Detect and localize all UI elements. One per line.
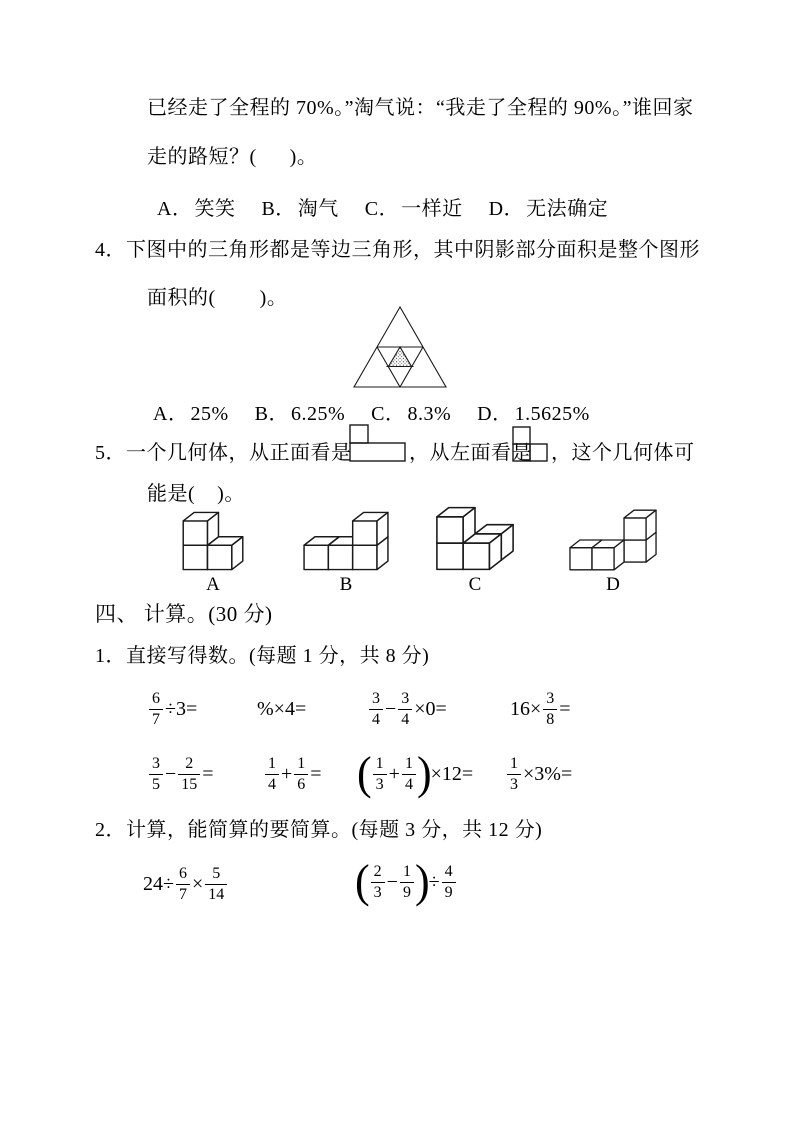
expr-6-7-div-3: $\frac{6}{7}$ ÷3= — [147, 685, 197, 733]
front-view-figure — [349, 424, 407, 464]
expr-24-div-6-7-times-5-14: 24÷ $\frac{6}{7}$ × $\frac{5}{14}$ — [143, 855, 229, 913]
q4-option-d: D． 1.5625% — [477, 403, 590, 425]
cube-option-a — [158, 510, 268, 596]
cube-label-a: A — [206, 574, 220, 595]
q5-line1-part2: ，从左面看是 — [409, 442, 532, 464]
expr-paren-2-3-minus-1-9-div-4-9: ( $\frac{2}{3}$ − $\frac{1}{9}$ ) ÷ $\frac{4}{9}$ — [356, 850, 458, 914]
triangle-figure — [348, 303, 452, 395]
cube-figure-a — [162, 510, 264, 572]
q5-line1-part1: 5．一个几何体，从正面看是 — [95, 442, 352, 464]
q4-number: 4． — [95, 239, 126, 261]
q5-line1-part3: ，这个几何体可 — [551, 442, 695, 464]
cube-label-d: D — [606, 574, 620, 595]
q4-option-a: A． 25% — [153, 403, 229, 425]
q3-option-b: B． 淘气 — [261, 198, 339, 220]
q3-option-d: D． 无法确定 — [488, 198, 609, 220]
cube-label-c: C — [468, 574, 482, 595]
q5-line2: 能是( )。 — [147, 483, 245, 505]
cube-figure-d — [560, 508, 666, 572]
shaded-triangle — [389, 347, 412, 367]
cube-figure-c — [428, 505, 522, 572]
q5-number: 5． — [95, 442, 126, 464]
section4-heading: 四、 计算。(30 分) — [95, 602, 273, 626]
expr-paren-1-3-plus-1-4-times-12: ( $\frac{1}{3}$ + $\frac{1}{4}$ ) ×12= — [357, 747, 474, 800]
expr-1-3-times-3pct: $\frac{1}{3}$ ×3%= — [505, 750, 572, 798]
expr-1-4-plus-1-6: $\frac{1}{4}$ + $\frac{1}{6}$ = — [263, 750, 322, 798]
cube-option-d — [556, 508, 670, 596]
q3-options — [157, 192, 634, 221]
cube-label-b: B — [339, 574, 353, 595]
expr-3-4-minus-3-4-times-0: $\frac{3}{4}$ − $\frac{3}{4}$ ×0= — [367, 685, 447, 733]
q4-line1: 4．下图中的三角形都是等边三角形，其中阴影部分面积是整个图形 — [95, 239, 700, 261]
expr-3-5-minus-2-15: $\frac{3}{5}$ − $\frac{2}{15}$ = — [147, 750, 214, 798]
part2-title: 2．计算，能简算的要简算。(每题 3 分，共 12 分) — [95, 819, 543, 841]
cube-figure-b — [294, 510, 398, 572]
q3-line2: 走的路短？( )。 — [147, 146, 318, 168]
q4-options — [153, 397, 616, 426]
q4-option-c: C． 8.3% — [371, 403, 452, 425]
left-view-figure — [512, 426, 550, 464]
q3-line1: 已经走了全程的 70%。”淘气说：“我走了全程的 90%。”谁回家 — [147, 97, 694, 119]
q4-option-b: B． 6.25% — [254, 403, 346, 425]
q3-option-a: A． 笑笑 — [157, 198, 236, 220]
expr-16-times-3-8: 16× $\frac{3}{8}$ = — [510, 689, 571, 728]
expr-pct-times-4: %×4= — [257, 697, 307, 720]
q4-line2: 面积的( )。 — [147, 287, 288, 309]
cube-option-c — [424, 505, 526, 596]
q3-option-c: C． 一样近 — [364, 198, 463, 220]
cube-option-b — [290, 510, 402, 596]
part1-title: 1．直接写得数。(每题 1 分，共 8 分) — [95, 645, 430, 667]
